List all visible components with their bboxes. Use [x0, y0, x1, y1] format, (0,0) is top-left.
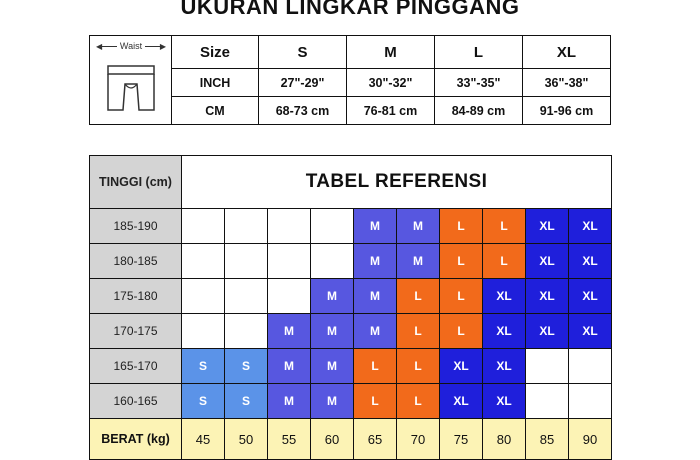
- size-cell-xl: XL: [526, 314, 569, 349]
- empty-cell: [225, 314, 268, 349]
- empty-cell: [569, 384, 612, 419]
- height-range-cell: 180-185: [90, 244, 182, 279]
- empty-cell: [225, 279, 268, 314]
- size-cell-s: S: [182, 349, 225, 384]
- cm-label: CM: [172, 97, 259, 125]
- size-cell-m: M: [354, 279, 397, 314]
- size-cell-l: L: [440, 244, 483, 279]
- weight-row: [90, 419, 612, 460]
- table-row: [90, 244, 612, 279]
- size-cell-m: M: [311, 279, 354, 314]
- size-cell-s: S: [225, 384, 268, 419]
- inch-s: 27"-29": [259, 69, 347, 97]
- reference-table-title: TABEL REFERENSI: [182, 156, 612, 209]
- cm-m: 76-81 cm: [347, 97, 435, 125]
- inch-l: 33"-35": [435, 69, 523, 97]
- waist-measure-label: ◀ Waist ▶: [96, 41, 167, 51]
- weight-value: 70: [397, 419, 440, 460]
- size-header-label: Size: [172, 36, 259, 69]
- empty-cell: [311, 209, 354, 244]
- size-cell-m: M: [268, 314, 311, 349]
- size-cell-m: M: [354, 314, 397, 349]
- size-cell-m: M: [354, 244, 397, 279]
- size-cell-m: M: [311, 349, 354, 384]
- size-cell-l: L: [397, 384, 440, 419]
- size-cell-l: L: [354, 384, 397, 419]
- waist-label-text: Waist: [119, 41, 143, 51]
- size-cell-l: L: [440, 279, 483, 314]
- size-cell-m: M: [397, 209, 440, 244]
- size-cell-l: L: [397, 349, 440, 384]
- cm-s: 68-73 cm: [259, 97, 347, 125]
- empty-cell: [569, 349, 612, 384]
- boxer-shorts-icon: [105, 64, 157, 116]
- weight-value: 50: [225, 419, 268, 460]
- size-l-header: L: [435, 36, 523, 69]
- size-cell-m: M: [354, 209, 397, 244]
- height-range-cell: 160-165: [90, 384, 182, 419]
- reference-table: [89, 155, 612, 460]
- empty-cell: [225, 244, 268, 279]
- size-cell-l: L: [354, 349, 397, 384]
- empty-cell: [311, 244, 354, 279]
- waist-size-table: [89, 35, 611, 125]
- size-cell-xl: XL: [569, 209, 612, 244]
- size-cell-m: M: [268, 349, 311, 384]
- size-cell-xl: XL: [483, 279, 526, 314]
- size-cell-xl: XL: [569, 244, 612, 279]
- empty-cell: [268, 279, 311, 314]
- empty-cell: [526, 384, 569, 419]
- waist-illustration-cell: [90, 36, 172, 125]
- height-header: TINGGI (cm): [90, 156, 182, 209]
- cm-xl: 91-96 cm: [523, 97, 611, 125]
- size-cell-m: M: [311, 314, 354, 349]
- size-cell-l: L: [397, 314, 440, 349]
- inch-xl: 36"-38": [523, 69, 611, 97]
- empty-cell: [182, 244, 225, 279]
- size-cell-m: M: [268, 384, 311, 419]
- weight-value: 55: [268, 419, 311, 460]
- empty-cell: [268, 209, 311, 244]
- size-cell-xl: XL: [526, 209, 569, 244]
- empty-cell: [526, 349, 569, 384]
- size-cell-l: L: [483, 209, 526, 244]
- size-cell-l: L: [483, 244, 526, 279]
- size-cell-l: L: [440, 314, 483, 349]
- size-cell-m: M: [311, 384, 354, 419]
- empty-cell: [182, 314, 225, 349]
- size-cell-s: S: [182, 384, 225, 419]
- size-m-header: M: [347, 36, 435, 69]
- cm-l: 84-89 cm: [435, 97, 523, 125]
- table-row: [90, 279, 612, 314]
- height-range-cell: 165-170: [90, 349, 182, 384]
- table-row: [90, 209, 612, 244]
- size-cell-xl: XL: [526, 244, 569, 279]
- page-title: UKURAN LINGKAR PINGGANG: [180, 0, 520, 19]
- height-range-cell: 175-180: [90, 279, 182, 314]
- size-cell-xl: XL: [440, 384, 483, 419]
- size-cell-xl: XL: [483, 349, 526, 384]
- table-row: [90, 314, 612, 349]
- weight-value: 90: [569, 419, 612, 460]
- weight-value: 45: [182, 419, 225, 460]
- size-xl-header: XL: [523, 36, 611, 69]
- weight-value: 85: [526, 419, 569, 460]
- size-cell-l: L: [397, 279, 440, 314]
- empty-cell: [182, 279, 225, 314]
- empty-cell: [182, 209, 225, 244]
- weight-label: BERAT (kg): [90, 419, 182, 460]
- weight-value: 60: [311, 419, 354, 460]
- height-range-cell: 185-190: [90, 209, 182, 244]
- size-cell-xl: XL: [440, 349, 483, 384]
- empty-cell: [268, 244, 311, 279]
- size-cell-xl: XL: [526, 279, 569, 314]
- table-row: [90, 384, 612, 419]
- inch-m: 30"-32": [347, 69, 435, 97]
- empty-cell: [225, 209, 268, 244]
- size-cell-xl: XL: [569, 279, 612, 314]
- height-range-cell: 170-175: [90, 314, 182, 349]
- size-cell-l: L: [440, 209, 483, 244]
- size-cell-xl: XL: [569, 314, 612, 349]
- inch-label: INCH: [172, 69, 259, 97]
- table-row: [90, 349, 612, 384]
- weight-value: 80: [483, 419, 526, 460]
- weight-value: 65: [354, 419, 397, 460]
- size-cell-s: S: [225, 349, 268, 384]
- size-s-header: S: [259, 36, 347, 69]
- size-cell-xl: XL: [483, 314, 526, 349]
- weight-value: 75: [440, 419, 483, 460]
- size-cell-xl: XL: [483, 384, 526, 419]
- size-cell-m: M: [397, 244, 440, 279]
